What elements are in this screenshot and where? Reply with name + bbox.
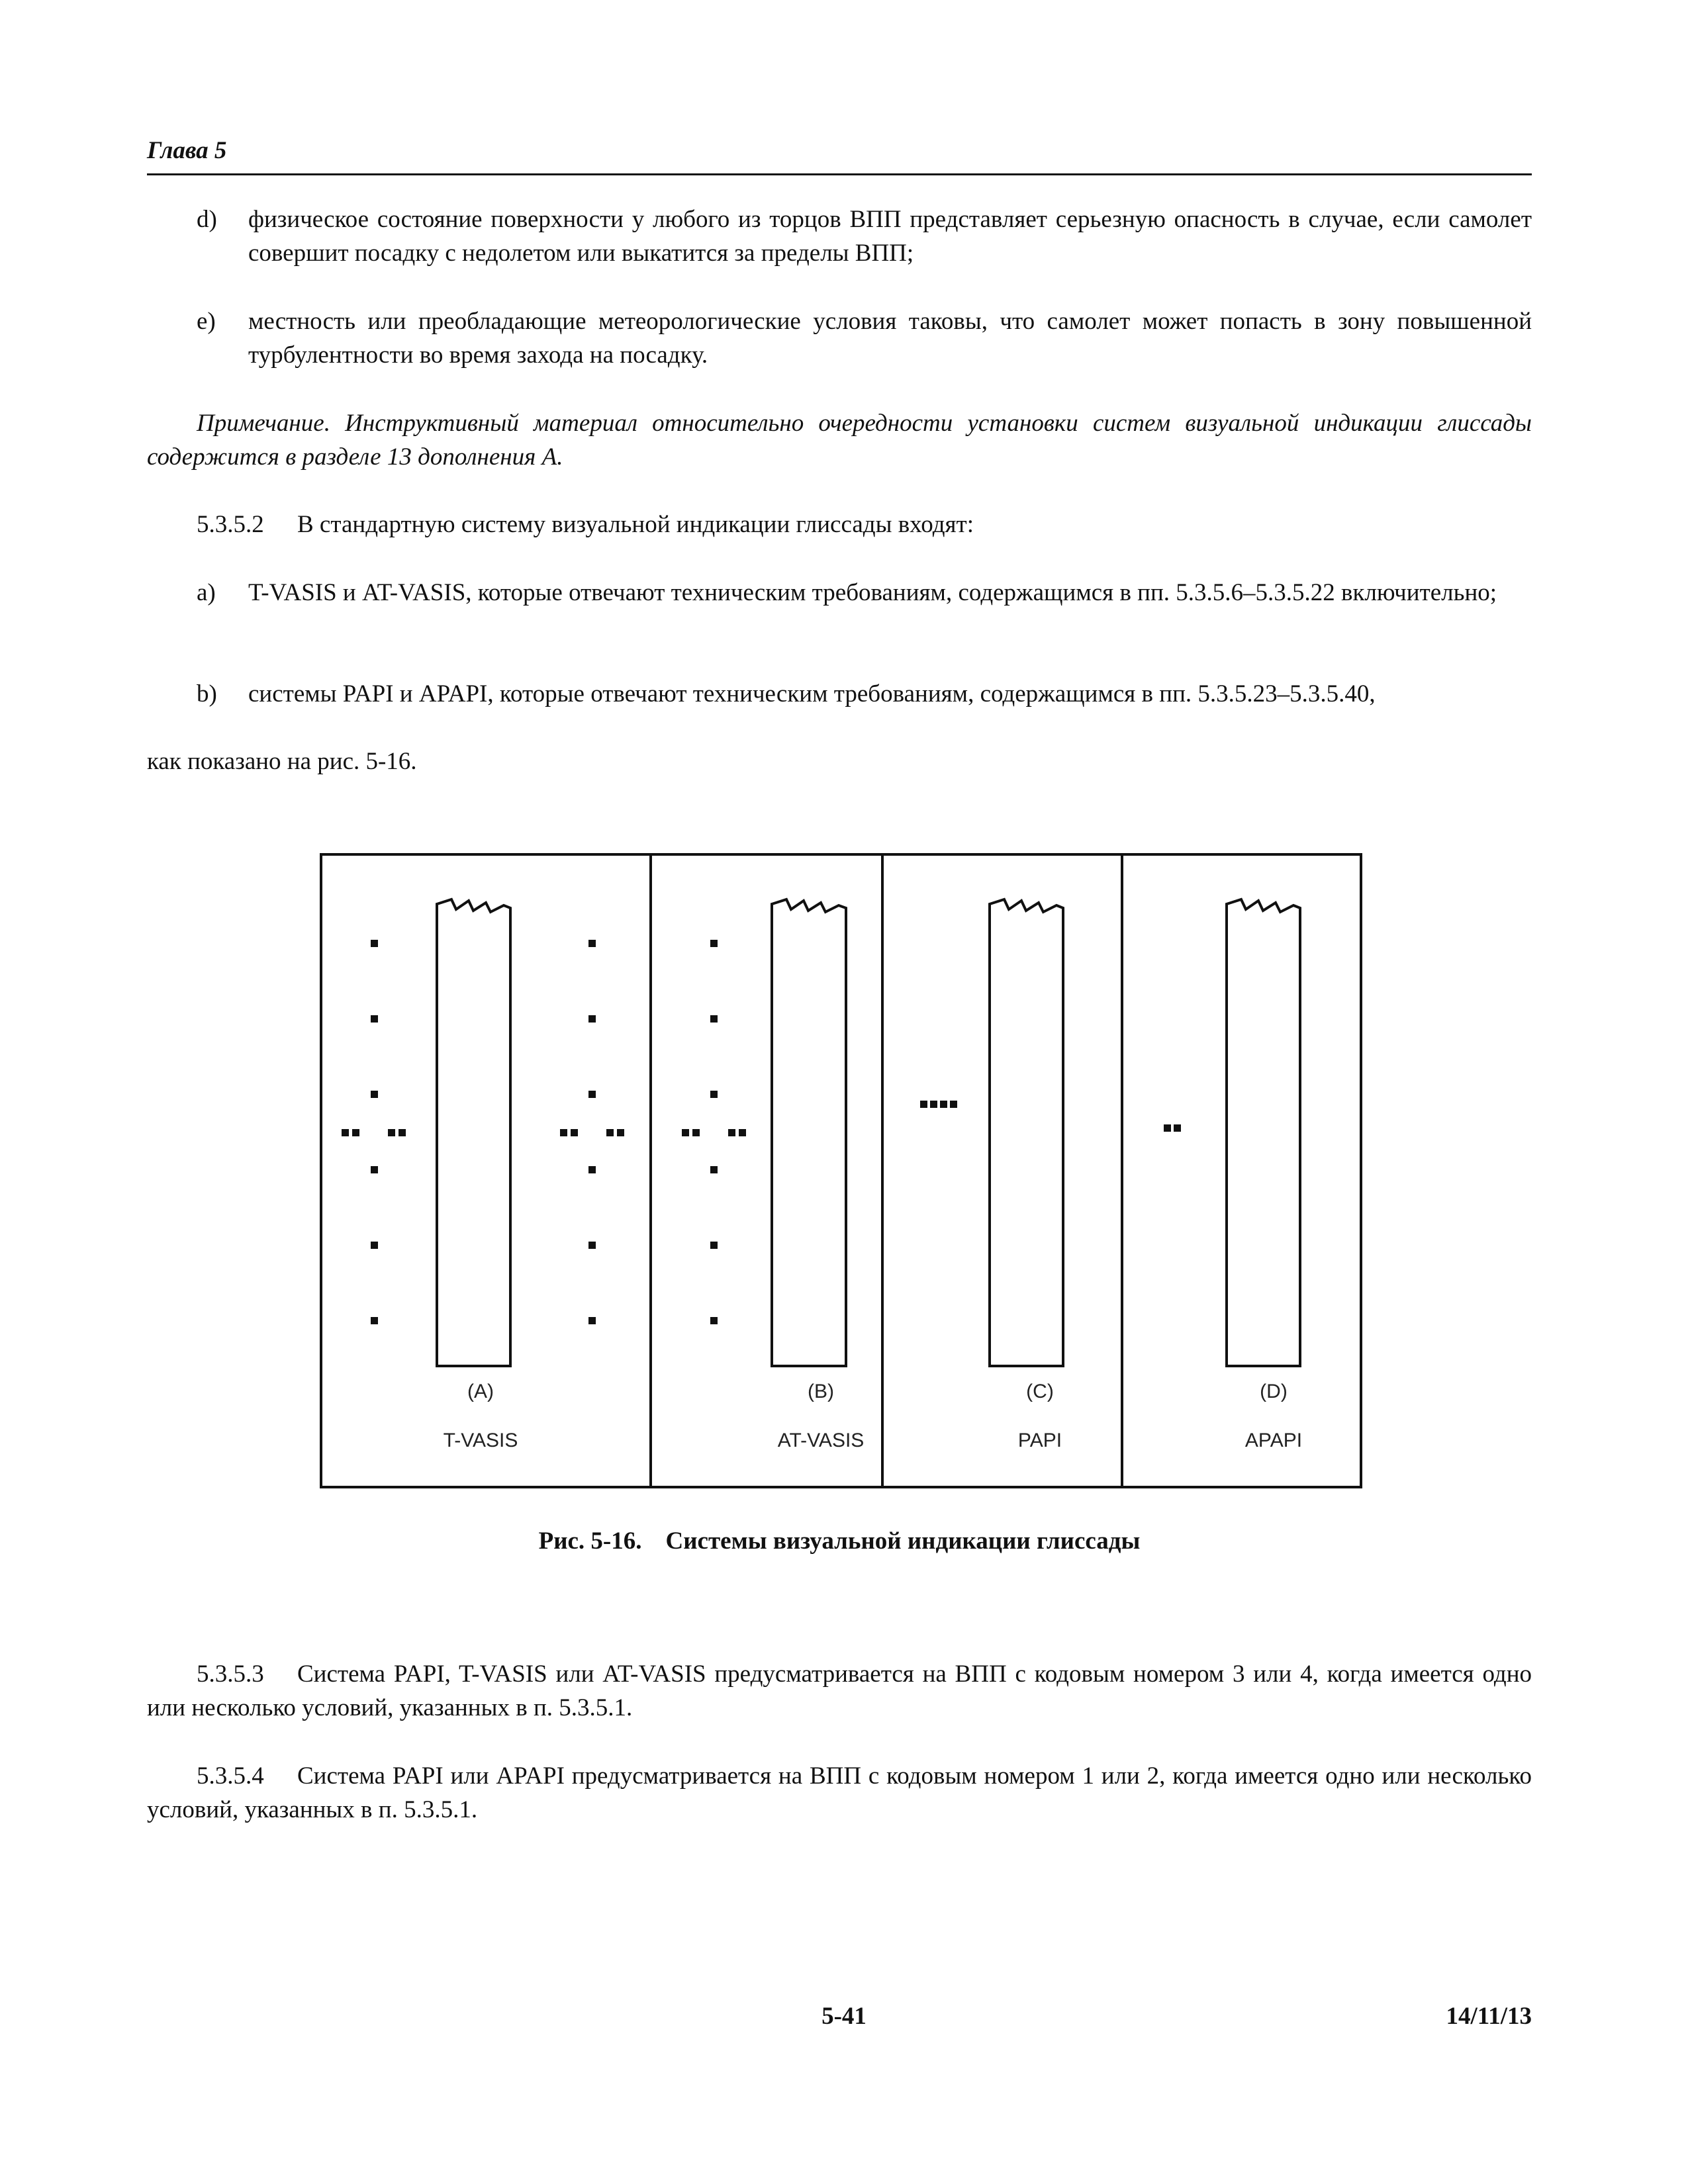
panel-name: T-VASIS (443, 1430, 518, 1451)
chapter-title: Глава 5 (147, 137, 227, 164)
list-marker: a) (197, 579, 216, 606)
panel-name: AT-VASIS (777, 1430, 865, 1451)
caption-title: Системы визуальной индикации глиссады (665, 1527, 1141, 1555)
paragraph-text: В стандартную систему визуальной индикации глиссады входят: (297, 511, 974, 538)
light-units (342, 940, 624, 1324)
panel-papi (920, 899, 1063, 1451)
list-item-b (147, 677, 1532, 711)
list-item-d (147, 203, 1532, 270)
paragraph-text: Система PAPI или APAPI предусматривается на ВПП с кодовым номером 1 или 2, когда имеется одно или несколько условий, указанных в п. 5.3.5.1. (147, 1762, 1532, 1823)
figure-5-16 (320, 853, 1362, 1488)
panel-letter: (C) (1026, 1381, 1054, 1402)
panel-letter: (A) (467, 1381, 494, 1402)
panel-name: PAPI (1017, 1430, 1062, 1451)
note-paragraph: Примечание. Инструктивный материал относительно очередности установки систем визуальной индикации глиссады содержится в разделе 13 дополнения А. (147, 410, 1532, 471)
panel-at-vasis (682, 899, 864, 1451)
paragraph-number: 5.3.5.3 (197, 1661, 264, 1688)
runway-shape (990, 899, 1063, 1366)
list-text: T-VASIS и AT-VASIS, которые отвечают техническим требованиям, содержащимся в пп. 5.3.5.6–5.3.5.22 включительно; (248, 579, 1497, 606)
light-units (1164, 1124, 1181, 1132)
paragraph-text: Система PAPI, T-VASIS или AT-VASIS предусматривается на ВПП с кодовым номером 3 или 4, когда имеется одно или несколько условий, указанных в п. 5.3.5.1. (147, 1661, 1532, 1721)
panel-letter: (D) (1260, 1381, 1288, 1402)
after-list-text: как показано на рис. 5-16. (147, 748, 417, 775)
paragraph-number: 5.3.5.2 (197, 511, 264, 538)
paragraph-5-3-5-2 (147, 508, 1532, 541)
list-marker: d) (197, 206, 217, 233)
page-header (147, 131, 1532, 175)
runway-shape (772, 899, 846, 1366)
paragraph-5-3-5-3 (147, 1657, 1532, 1725)
list-marker: e) (197, 308, 216, 335)
page-number: 5-41 (821, 2003, 867, 2030)
list-item-a (147, 576, 1532, 610)
figure-drawing (320, 853, 1362, 1488)
paragraph-number: 5.3.5.4 (197, 1762, 264, 1790)
panel-name: APAPI (1244, 1430, 1303, 1451)
paragraph-5-3-5-4 (147, 1759, 1532, 1827)
caption-number: Рис. 5-16. (538, 1527, 642, 1555)
light-units (920, 1101, 957, 1108)
runway-shape (437, 899, 510, 1366)
list-text: местность или преобладающие метеорологические условия таковы, что самолет может попасть в зону повышенной турбулентности во время захода на посадку. (248, 308, 1532, 369)
list-item-e (147, 304, 1532, 372)
panel-t-vasis (342, 899, 624, 1451)
list-marker: b) (197, 680, 217, 707)
panel-apapi (1164, 899, 1302, 1451)
list-text: системы PAPI и APAPI, которые отвечают техническим требованиям, содержащимся в пп. 5.3.5.23–5.3.5.40, (248, 680, 1376, 707)
revision-date: 14/11/13 (1446, 2003, 1532, 2030)
figure-caption (147, 1527, 1532, 1555)
panel-letter: (B) (808, 1381, 834, 1402)
runway-shape (1227, 899, 1300, 1366)
light-units (682, 940, 746, 1324)
list-text: физическое состояние поверхности у любого из торцов ВПП представляет серьезную опасность в случае, если самолет совершит посадку с недолетом или выкатится за пределы ВПП; (248, 206, 1532, 267)
